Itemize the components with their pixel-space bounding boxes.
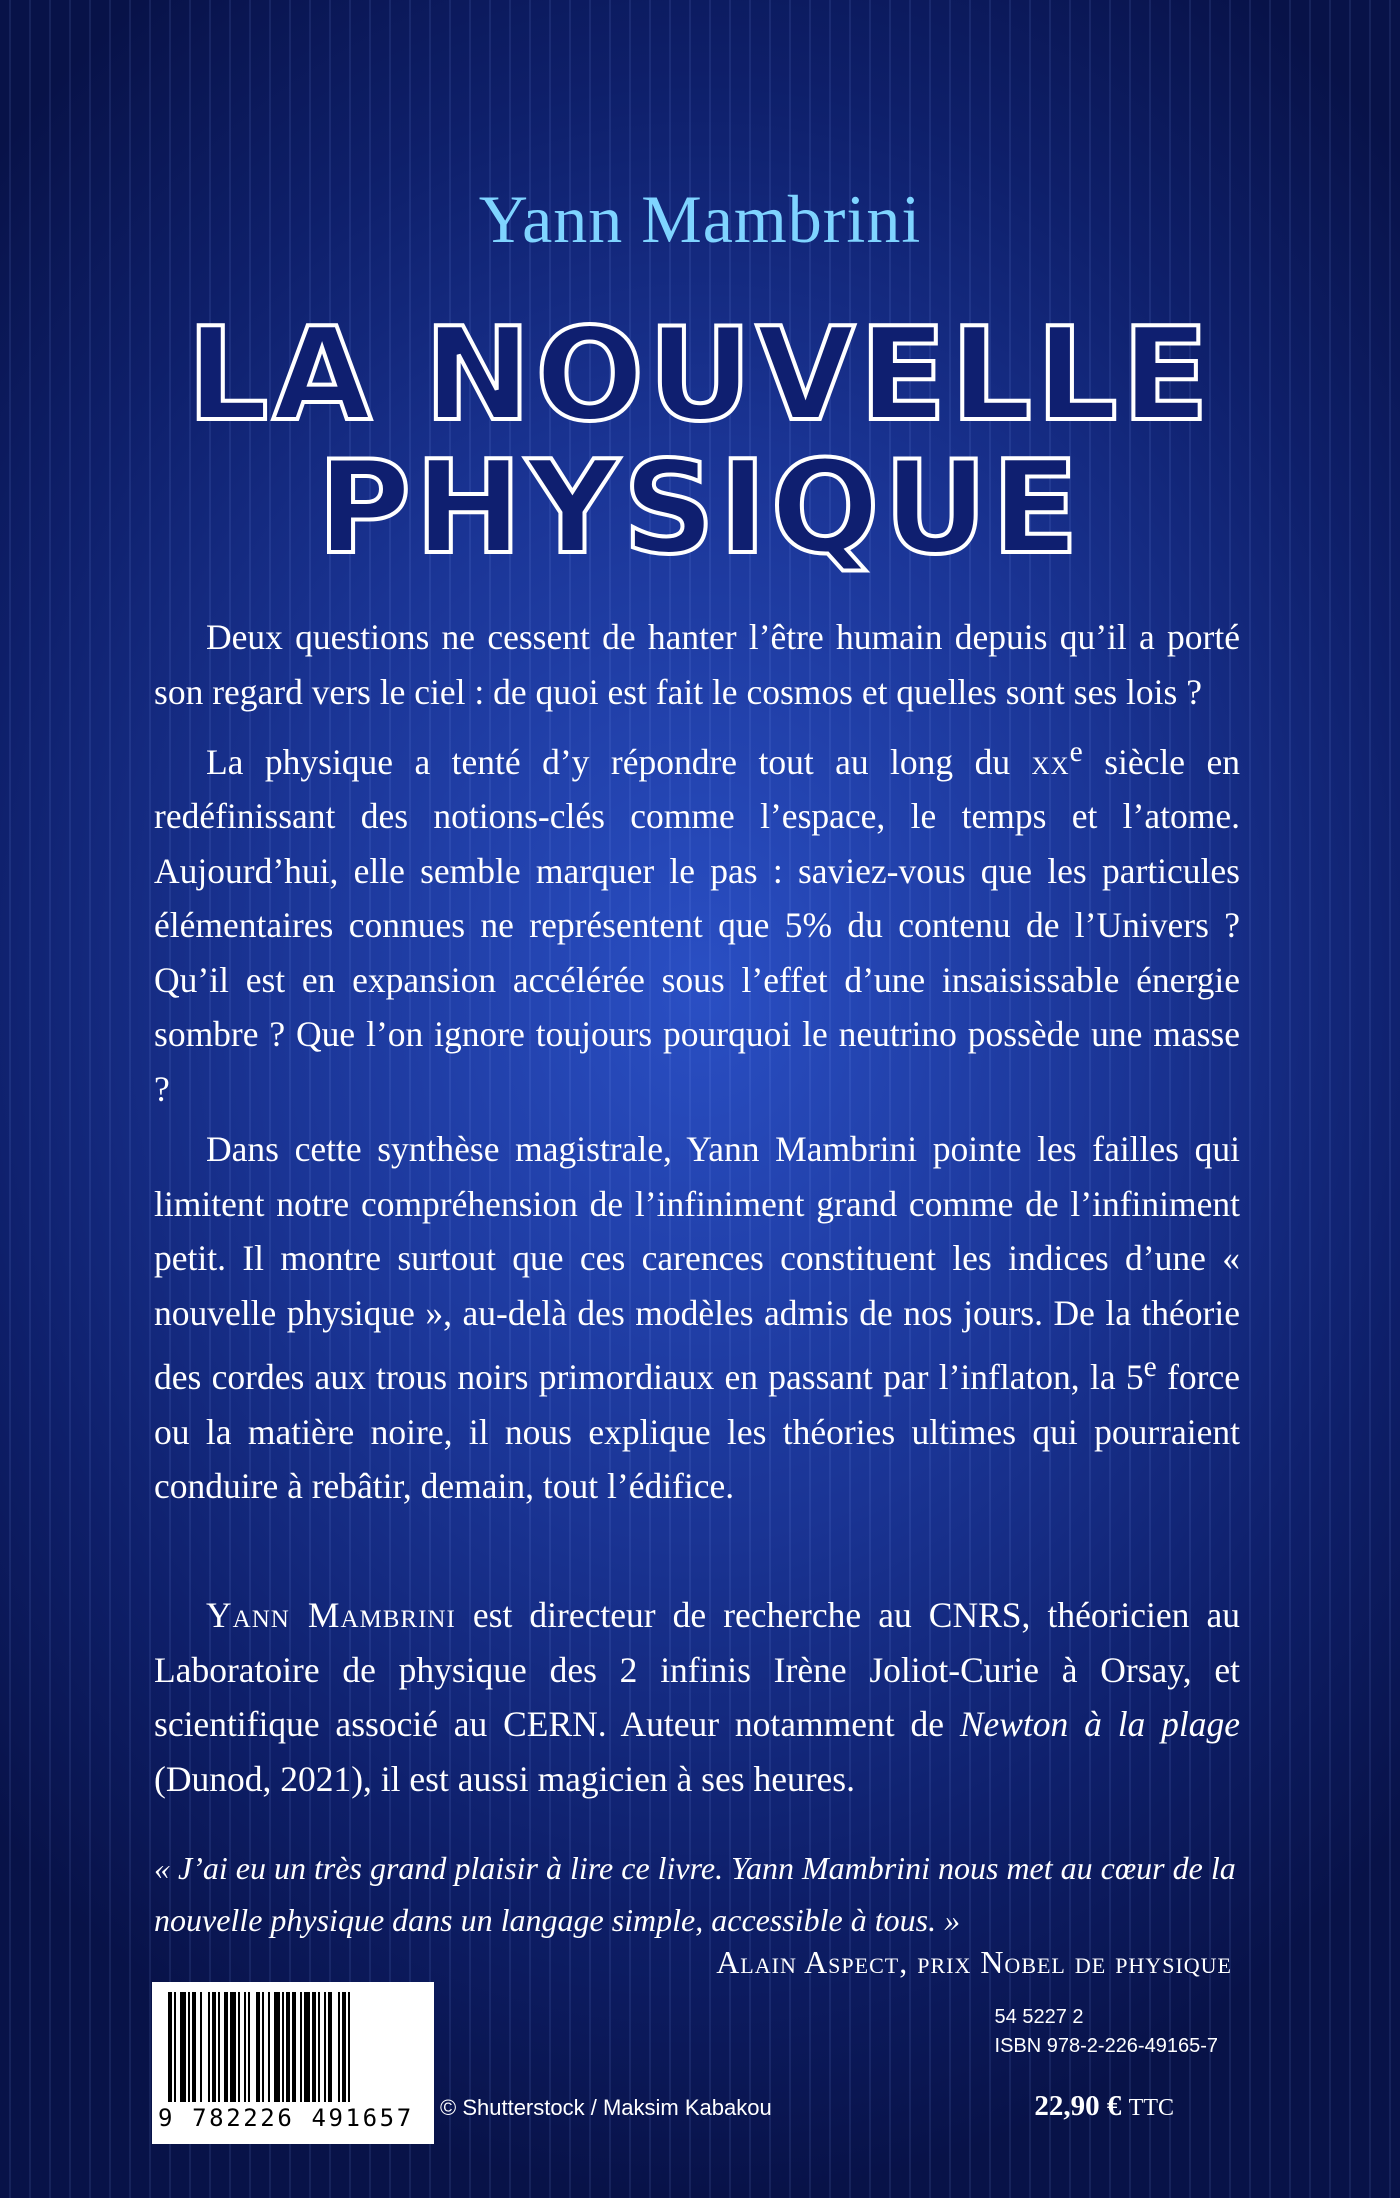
- superscript-e: e: [1069, 736, 1083, 768]
- barcode-bar: [300, 1992, 302, 2102]
- barcode-digits: 9 782226 491657: [158, 2104, 414, 2132]
- barcode-bar: [212, 1992, 216, 2102]
- blurb-p3-end: force ou la matière noire, il nous explique les théories ultimes qui pourraient conduire à rebâtir, demain, tout l’édifice.: [154, 1357, 1240, 1507]
- blurb-paragraph-2: [154, 725, 1240, 1116]
- barcode-bar: [218, 1992, 220, 2102]
- barcode-bar: [174, 1992, 176, 2102]
- barcode-bar: [342, 1992, 346, 2102]
- blurb-p3-start: Dans cette synthèse magistrale, Yann Mambrini pointe les failles qui limitent notre compréhension de l’infiniment grand comme de l’infiniment petit. Il montre surtout que ces carences constituent les indices d’une « nouvelle physique », au-delà des modèles admis de nos jours. De la théorie des cordes aux trous noirs primordiaux en passant par l’inflaton, la 5: [154, 1129, 1240, 1398]
- bio-book-title: Newton à la plage: [959, 1704, 1240, 1744]
- price-suffix: TTC: [1128, 2095, 1174, 2121]
- bio-text-end: (Dunod, 2021), il est aussi magicien à ses heures.: [154, 1758, 855, 1799]
- bio-text-start: est directeur de recherche au CNRS, théoricien au Laboratoire de physique des 2 infinis Irène Joliot-Curie à Orsay, et scientifique associé au CERN. Auteur notamment de: [154, 1595, 1240, 1744]
- book-title-line-2: PHYSIQUE: [317, 434, 1083, 583]
- price-value: 22,90 €: [1034, 2090, 1122, 2122]
- barcode-bar: [188, 1992, 190, 2102]
- barcode-bar: [304, 1992, 310, 2102]
- barcode-bar: [268, 1992, 270, 2102]
- barcode-bar: [274, 1992, 280, 2102]
- barcode-bar: [208, 1992, 210, 2102]
- barcode-bar: [292, 1992, 296, 2102]
- barcode-bar: [180, 1992, 186, 2102]
- endorsement-quote: « J’ai eu un très grand plaisir à lire ce livre. Yann Mambrini nous met au cœur de la nouvelle physique dans un langage simple, accessible à tous. »: [154, 1850, 1236, 1938]
- price: [1034, 2090, 1174, 2123]
- barcode-bar: [238, 1992, 240, 2102]
- isbn-barcode: [152, 1982, 434, 2144]
- blurb: [154, 610, 1240, 1520]
- barcode-bar: [230, 1992, 236, 2102]
- barcode-bar: [324, 1992, 326, 2102]
- bio-author-name: Yann Mambrini: [206, 1595, 456, 1635]
- barcode-bar: [338, 1992, 340, 2102]
- barcode-bar: [312, 1992, 316, 2102]
- isbn-number: ISBN 978-2-226-49165-7: [994, 2035, 1218, 2057]
- barcode-bar: [286, 1992, 290, 2102]
- blurb-p2-start: La physique a tenté d’y répondre tout au long du: [206, 741, 1032, 782]
- barcode-bar: [248, 1992, 250, 2102]
- superscript-e: e: [1143, 1351, 1157, 1384]
- barcode-bar: [192, 1992, 196, 2102]
- barcode-bar: [200, 1992, 202, 2102]
- barcode-bar: [244, 1992, 246, 2102]
- product-code: 54 5227 2: [994, 2006, 1084, 2028]
- barcode-bar: [224, 1992, 228, 2102]
- barcode-bar: [256, 1992, 260, 2102]
- author-name: Yann Mambrini: [478, 181, 922, 257]
- century-numeral: xx: [1031, 741, 1070, 782]
- book-title-line-1: LA NOUVELLE: [186, 301, 1214, 450]
- blurb-paragraph-1: Deux questions ne cessent de hanter l’être humain depuis qu’il a porté son regard vers le ciel : de quoi est fait le cosmos et quelles sont ses lois ?: [154, 617, 1240, 712]
- publisher-codes: [995, 2003, 1218, 2061]
- author-bio: [154, 1588, 1240, 1806]
- barcode-bar: [348, 1992, 350, 2102]
- blurb-paragraph-3: [154, 1122, 1240, 1513]
- photo-credit: © Shutterstock / Maksim Kabakou: [440, 2095, 772, 2120]
- barcode-bar: [328, 1992, 332, 2102]
- barcode-bar: [318, 1992, 320, 2102]
- barcode-bar: [282, 1992, 284, 2102]
- endorsement-attribution: Alain Aspect, prix Nobel de physique: [716, 1944, 1232, 1980]
- barcode-bar: [168, 1992, 172, 2102]
- barcode-bar: [262, 1992, 264, 2102]
- blurb-p2-end: siècle en redéfinissant des notions-clés comme l’espace, le temps et l’atome. Aujourd’hui, elle semble marquer le pas : saviez-vous que les particules élémentaires connues ne représentent que 5% du contenu de l’Univers ? Qu’il est en expansion accélérée sous l’effet d’une insaisissable énergie sombre ? Que l’on ignore toujours pourquoi le neutrino possède une masse ?: [154, 741, 1240, 1109]
- barcode-icon: [164, 1992, 422, 2104]
